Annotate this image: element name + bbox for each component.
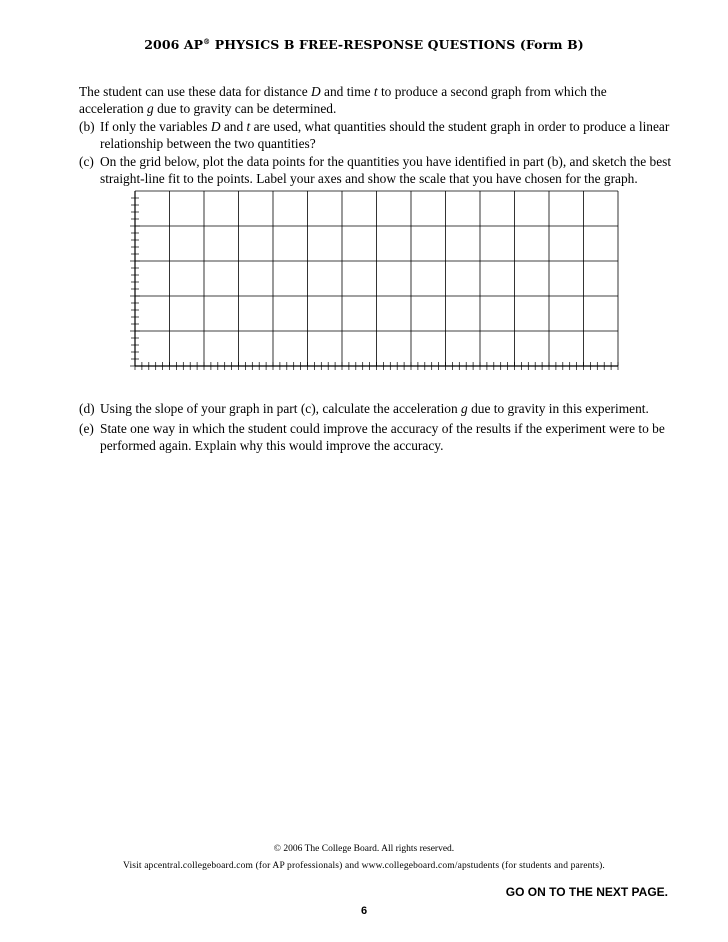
part-d-text-2: due to gravity in this experiment. — [467, 401, 649, 416]
question-part-d — [79, 400, 674, 417]
question-part-b — [79, 118, 674, 152]
variable-t: t — [246, 119, 251, 134]
part-e-text: State one way in which the student could improve the accuracy of the results if the experiment were to be performed again. Explain why this would improve the accuracy. — [100, 421, 665, 453]
page-number: 6 — [360, 905, 368, 917]
part-c-label: (c) — [79, 154, 94, 169]
part-b-text — [100, 118, 674, 152]
question-part-c — [79, 153, 674, 187]
title-suffix: PHYSICS B FREE-RESPONSE QUESTIONS (Form B) — [210, 37, 584, 52]
variable-d: D — [311, 84, 321, 99]
answer-grid[interactable] — [114, 188, 622, 372]
part-b-text-3: are used, what quantities should the student graph in order to produce a linear relationship between the two quantities? — [100, 119, 670, 151]
intro-text-3: to produce a second graph from which the acceleration — [79, 84, 607, 116]
question-part-e — [79, 420, 674, 454]
part-b-text-2: and — [220, 119, 247, 134]
intro-text-2: and time — [320, 84, 374, 99]
variable-g: g — [461, 401, 468, 416]
intro-text-1: The student can use these data for distance — [79, 84, 312, 99]
variable-d: D — [210, 119, 221, 134]
variable-t: t — [373, 84, 378, 99]
part-d-text-1: Using the slope of your graph in part (c), calculate the acceleration — [100, 401, 462, 416]
title-prefix: 2006 AP — [144, 37, 204, 52]
registered-mark: ® — [203, 37, 211, 46]
part-b-text-1: If only the variables — [100, 119, 211, 134]
part-b-label: (b) — [79, 119, 95, 134]
page-title — [0, 37, 728, 52]
visit-websites-note: Visit apcentral.collegeboard.com (for AP professionals) and www.collegeboard.com/apstudents (for students and parents). — [123, 861, 605, 871]
part-c-text: On the grid below, plot the data points for the quantities you have identified in part (b), and sketch the best straight-line fit to the points. Label your axes and show the scale that you have chosen for the graph. — [100, 154, 672, 186]
next-page-notice: GO ON TO THE NEXT PAGE. — [505, 885, 668, 899]
intro-paragraph — [79, 83, 674, 117]
part-d-text — [100, 400, 674, 417]
copyright-notice: © 2006 The College Board. All rights reserved. — [273, 844, 455, 854]
part-d-label: (d) — [79, 401, 95, 416]
intro-text-4: due to gravity can be determined. — [153, 101, 337, 116]
variable-g: g — [147, 101, 154, 116]
part-e-label: (e) — [79, 421, 94, 436]
